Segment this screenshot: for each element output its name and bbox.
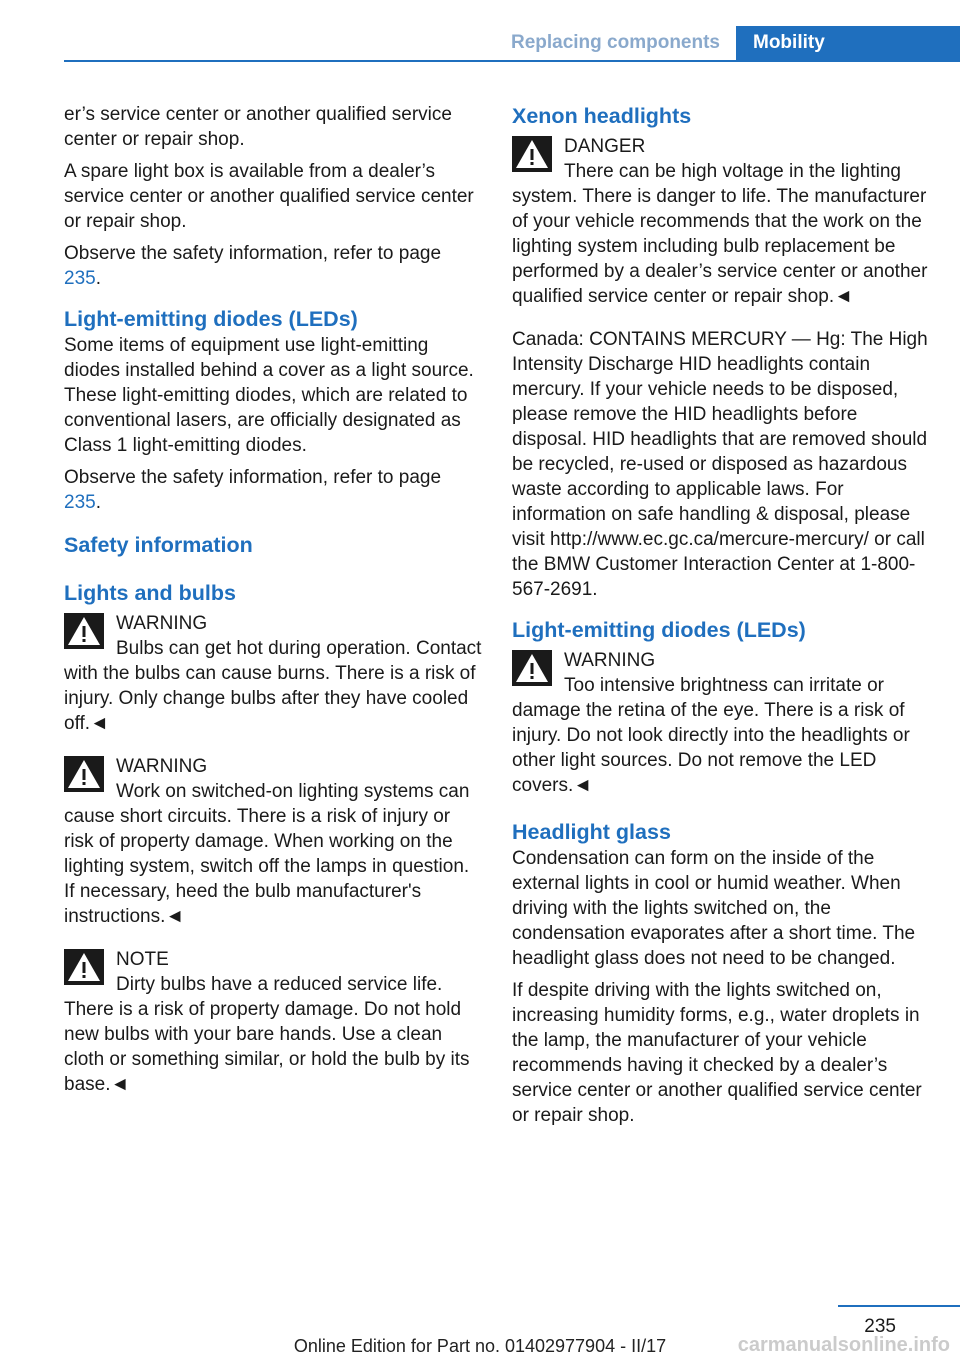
page-number: 235 (864, 1316, 896, 1337)
warning-box (512, 648, 930, 798)
edition-line: Online Edition for Part no. 01402977904 - II/17 (293, 1336, 667, 1356)
heading-safety: Safety information (64, 533, 253, 557)
paragraph: Canada: CONTAINS MERCURY — Hg: The High Intensity Discharge HID headlights contain mercury. If your vehicle needs to be disposed, please remove the HID headlights before disposal. HID headlights that are removed should be recycled, re-used or disposed as hazardous waste according to applicable laws. For information on safe handling & disposal, please visit http://www.ec.gc.ca/mercure-mercury/ or call the BMW Customer Interaction Center at 1-800-567-2691. (512, 329, 928, 600)
note-box (64, 947, 482, 1097)
danger-label: DANGER (564, 136, 646, 157)
heading-leds: Light-emitting diodes (LEDs) (64, 307, 358, 331)
danger-text: There can be high voltage in the lighting system. There is danger to life. The manufacturer of your vehicle recommends that the work on the lighting system including bulb replacement be performed by a dealer’s service center or another qualified service center or repair shop.◄ (512, 161, 928, 307)
watermark: carmanualsonline.info (737, 1334, 950, 1356)
note-label: NOTE (116, 949, 169, 970)
note-text: Dirty bulbs have a reduced service life. There is a risk of property damage. Do not hold new bulbs with your bare hands. Use a clean cloth or something similar, or hold the bulb by its base.◄ (64, 974, 470, 1095)
warning-label: WARNING (116, 613, 208, 634)
header-rule (64, 60, 960, 62)
danger-box (512, 134, 930, 309)
paragraph: Condensation can form on the inside of the external lights in cool or humid weather. When driving with the lights switched on, the condensation evaporates after a short time. The headlight glass does not need to be changed. (512, 848, 916, 969)
warning-text: Too intensive brightness can irritate or damage the retina of the eye. There is a risk of injury. Do not look directly into the headlights or other light sources. Do not remove the LED covers.◄ (512, 675, 910, 796)
warning-text: Work on switched-on lighting systems can cause short circuits. There is a risk of injury or risk of property damage. When working on the lighting system, switch off the lamps in question. If necessary, heed the bulb manufacturer's instructions.◄ (64, 781, 470, 927)
warning-triangle-icon (512, 136, 552, 172)
warning-label: WARNING (564, 650, 656, 671)
paragraph: If despite driving with the lights switched on, increasing humidity forms, e.g., water droplets in the lamp, the manufacturer of your vehicle recommends having it checked by a dealer’s service center or another qualified service center or repair shop. (512, 980, 922, 1126)
paragraph: er’s service center or another qualified service center or repair shop. (64, 104, 452, 150)
chapter-tab: Mobility (736, 26, 960, 60)
warning-box (64, 754, 482, 929)
section-tab: Replacing components (510, 32, 720, 53)
page-link[interactable]: 235 (64, 268, 96, 289)
warning-triangle-icon (64, 613, 104, 649)
paragraph: Observe the safety information, refer to page 235. (64, 467, 442, 513)
warning-box (64, 611, 482, 736)
warning-text: Bulbs can get hot during operation. Contact with the bulbs can cause burns. There is a risk of injury. Only change bulbs after they have cooled off.◄ (64, 638, 482, 734)
page-link[interactable]: 235 (64, 492, 96, 513)
warning-label: WARNING (116, 756, 208, 777)
right-column (512, 102, 930, 1135)
footer-rule (838, 1305, 960, 1307)
paragraph: Observe the safety information, refer to page 235. (64, 243, 442, 289)
warning-triangle-icon (64, 756, 104, 792)
heading-leds: Light-emitting diodes (LEDs) (512, 618, 806, 642)
left-column (64, 102, 482, 1104)
warning-triangle-icon (64, 949, 104, 985)
paragraph: A spare light box is available from a dealer’s service center or another qualified service center or repair shop. (64, 161, 474, 232)
paragraph: Some items of equipment use light-emitting diodes installed behind a cover as a light source. These light-emitting diodes, which are related to conventional lasers, are officially designated as Class 1 light-emitting diodes. (64, 335, 474, 456)
heading-lights-bulbs: Lights and bulbs (64, 581, 236, 605)
heading-xenon: Xenon headlights (512, 104, 692, 128)
warning-triangle-icon (512, 650, 552, 686)
heading-glass: Headlight glass (512, 820, 671, 844)
